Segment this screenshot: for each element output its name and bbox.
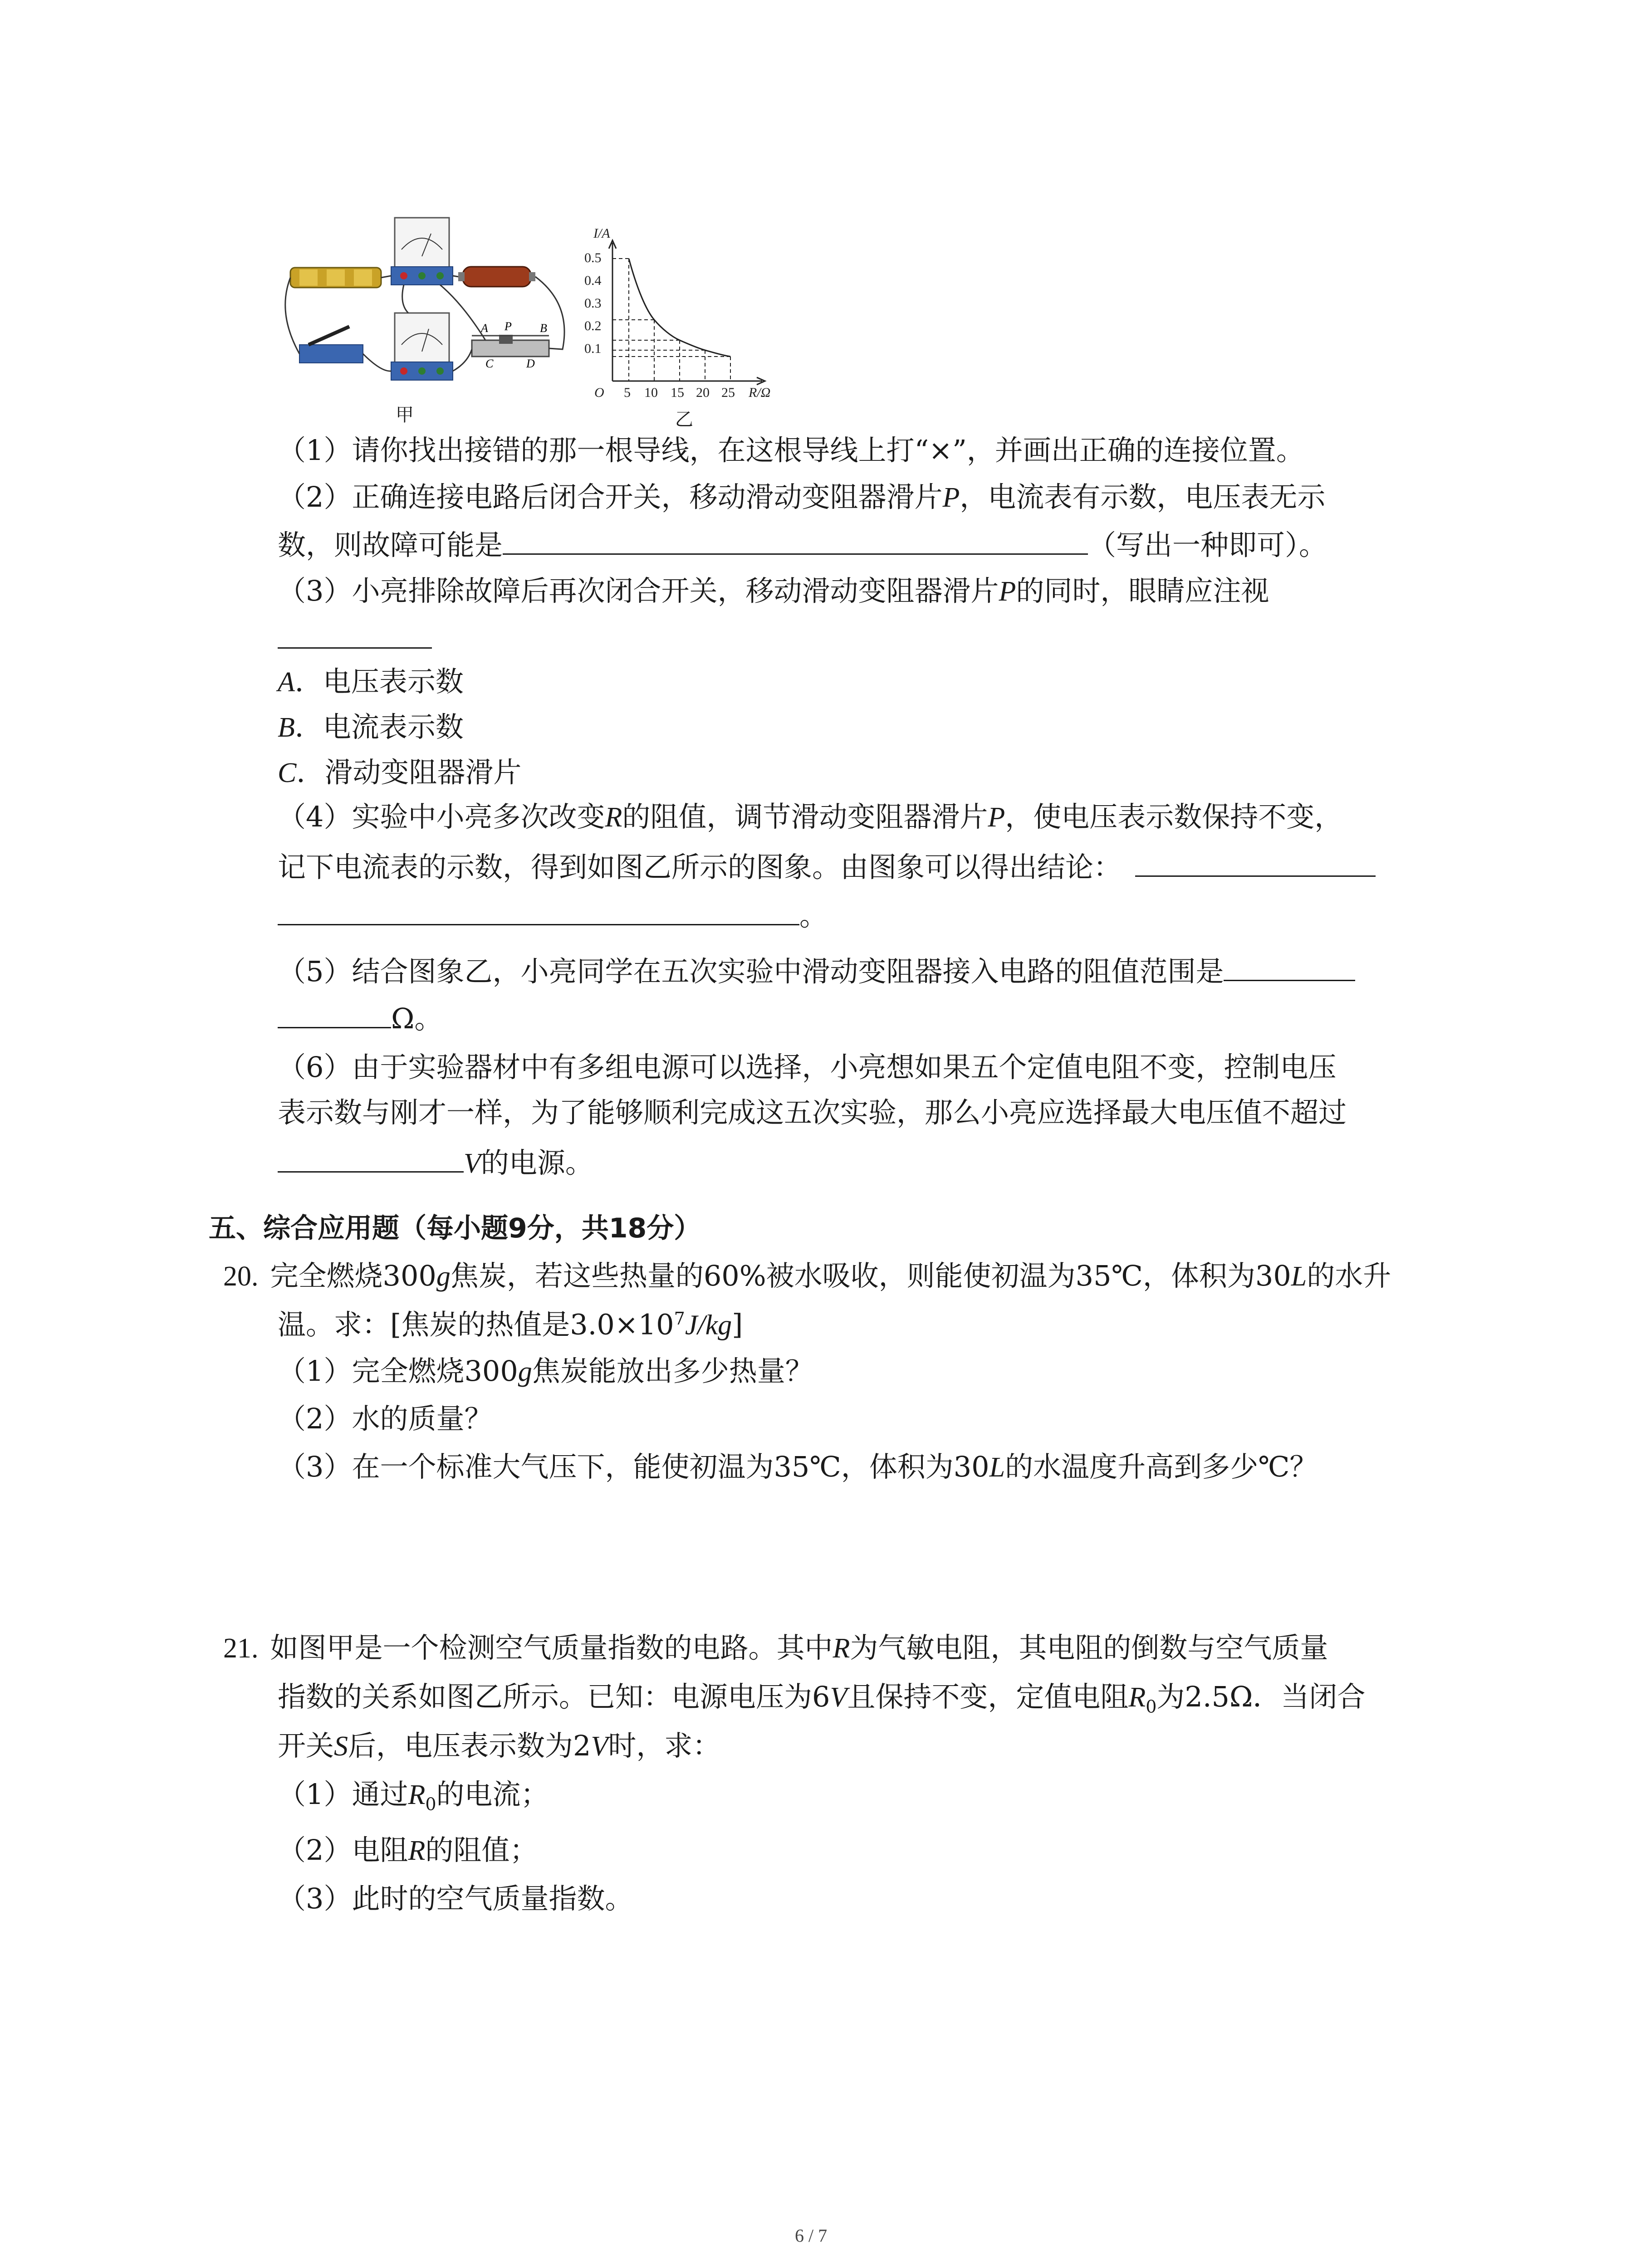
x-tick: 20 <box>696 385 710 400</box>
question-number: 21. <box>223 1633 259 1664</box>
voltmeter <box>391 218 453 285</box>
q19-part2-line1: （2）正确连接电路后闭合开关，移动滑动变阻器滑片P，电流表有示数，电压表无示 <box>278 480 1326 513</box>
q20-sub2: （2）水的质量？ <box>278 1402 493 1435</box>
answer-blank[interactable] <box>278 1003 391 1028</box>
q21-sub1: （1）通过$R_0$的电流； <box>278 1778 549 1814</box>
x-tick: 15 <box>671 385 684 400</box>
fixed-resistor <box>458 267 535 287</box>
q21-line2: 指数的关系如图乙所示。已知：电源电压为6V且保持不变，定值电阻$R_0$为2.5Ω．当闭合 <box>278 1680 1366 1717</box>
q19-part2-line2: 数，则故障可能是 （写出一种即可）。 <box>278 528 1327 562</box>
q20-sub3: （3）在一个标准大气压下，能使初温为35℃，体积为30L的水温度升高到多少℃？ <box>278 1450 1318 1483</box>
q19-part4-line2: 记下电流表的示数，得到如图乙所示的图象。由图象可以得出结论： <box>278 852 1376 881</box>
gridlines <box>612 259 730 381</box>
x-axis-label: R/Ω <box>749 385 771 400</box>
x-tick: 25 <box>721 385 735 400</box>
terminal-B: B <box>540 322 547 335</box>
figure-yi-label: 乙 <box>675 409 693 430</box>
switch <box>299 327 363 363</box>
axes <box>609 240 765 385</box>
page-number: 6 / 7 <box>795 2225 828 2246</box>
q20-sub1: （1）完全燃烧300g焦炭能放出多少热量？ <box>278 1354 813 1388</box>
q21-sub2: （2）电阻R的阻值； <box>278 1833 538 1867</box>
q19-part5-line2: Ω。 <box>278 1003 442 1033</box>
q19-part6-line3: V的电源。 <box>278 1148 593 1178</box>
q19-option-a: A．电压表示数 <box>278 665 464 698</box>
x-tick: 10 <box>644 385 658 400</box>
q19-option-c: C．滑动变阻器滑片 <box>278 756 522 789</box>
q19-part4-line1: （4）实验中小亮多次改变R的阻值，调节滑动变阻器滑片P，使电压表示数保持不变， <box>278 800 1343 833</box>
q19-part3-blank <box>278 624 432 653</box>
q20-line2: 温。求：[焦炭的热值是$3.0\times 10^7J/kg$] <box>278 1308 743 1341</box>
x-tick: 5 <box>624 385 631 400</box>
answer-blank[interactable] <box>278 1148 464 1173</box>
answer-blank[interactable] <box>278 624 432 649</box>
y-axis-label: I/A <box>593 226 610 241</box>
q21-sub3: （3）此时的空气质量指数。 <box>278 1882 633 1915</box>
q19-part6-line1: （6）由于实验器材中有多组电源可以选择，小亮想如果五个定值电阻不变，控制电压 <box>278 1051 1337 1084</box>
y-tick: 0.2 <box>584 318 602 333</box>
q19-part3-line1: （3）小亮排除故障后再次闭合开关，移动滑动变阻器滑片P的同时，眼睛应注视 <box>278 574 1269 607</box>
circuit-figure-jia <box>272 213 581 413</box>
y-tick: 0.5 <box>584 250 602 265</box>
q20-line1: 20. 完全燃烧300g焦炭，若这些热量的60%被水吸收，则能使初温为35℃，体积为30L的水升 <box>223 1259 1391 1292</box>
q19-part5-line1: （5）结合图象乙，小亮同学在五次实验中滑动变阻器接入电路的阻值范围是 <box>278 956 1355 986</box>
y-tick: 0.4 <box>584 273 602 288</box>
ammeter <box>391 313 453 380</box>
origin-label: O <box>594 385 604 400</box>
q19-option-b: B．电流表示数 <box>278 710 464 743</box>
q21-line3: 开关S后，电压表示数为2V时，求： <box>278 1729 721 1762</box>
terminal-P: P <box>505 320 512 333</box>
graph-figure-yi <box>581 218 789 408</box>
q19-part6-line2: 表示数与刚才一样，为了能够顺利完成这五次实验，那么小亮应选择最大电压值不超过 <box>278 1096 1347 1129</box>
q19-part4-line3: 。 <box>278 900 828 930</box>
y-tick: 0.3 <box>584 296 602 311</box>
terminal-D: D <box>526 357 535 370</box>
battery-pack <box>290 268 381 288</box>
question-number: 20. <box>223 1261 259 1292</box>
terminal-C: C <box>485 357 494 370</box>
section-title: 五、综合应用题（每小题9分，共18分） <box>209 1212 701 1244</box>
answer-blank[interactable] <box>1224 956 1355 981</box>
q19-part1: （1）请你找出接错的那一根导线，在这根导线上打“×”，并画出正确的连接位置。 <box>278 434 1304 467</box>
answer-blank[interactable] <box>503 530 1088 555</box>
figure-jia-label: 甲 <box>396 405 414 425</box>
y-tick: 0.1 <box>584 341 602 356</box>
answer-blank[interactable] <box>1135 852 1376 877</box>
rheostat <box>472 320 549 370</box>
terminal-A: A <box>481 322 488 335</box>
q21-line1: 21. 如图甲是一个检测空气质量指数的电路。其中R为气敏电阻，其电阻的倒数与空气质量 <box>223 1631 1328 1664</box>
answer-blank[interactable] <box>278 900 799 925</box>
